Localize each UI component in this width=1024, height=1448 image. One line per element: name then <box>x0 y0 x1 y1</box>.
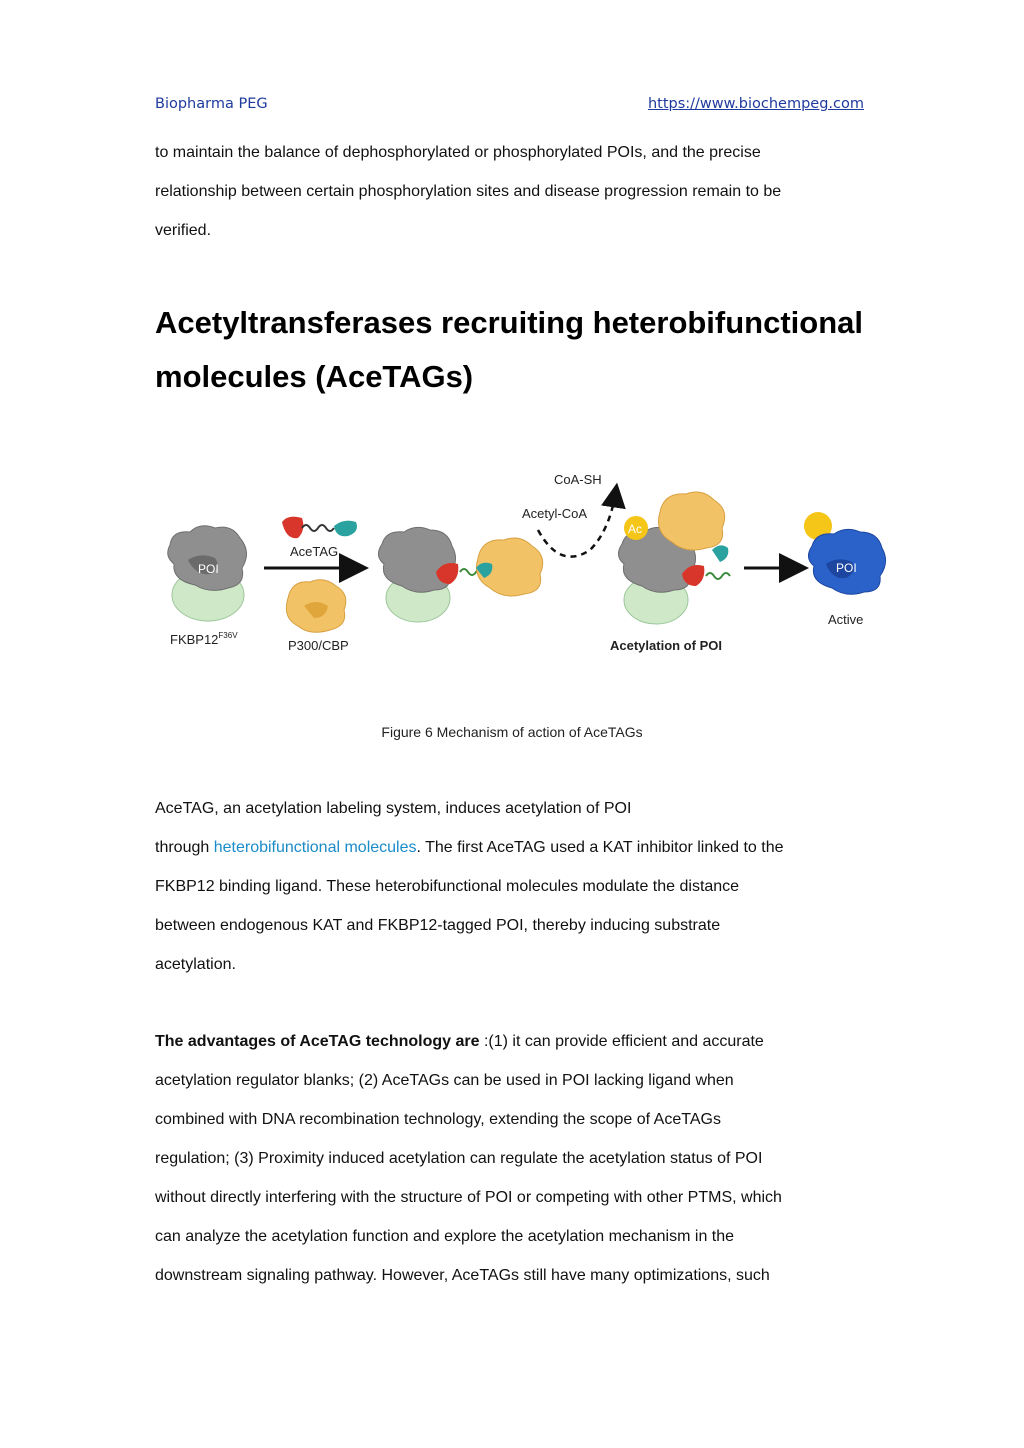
acetyl-coa-reaction <box>522 472 616 557</box>
reaction-arc <box>538 490 616 557</box>
paragraph-line: between endogenous KAT and FKBP12-tagged POI, thereby inducing substrate <box>155 917 721 934</box>
section-heading-line: molecules (AceTAGs) <box>155 359 474 394</box>
paragraph-line: downstream signaling pathway. However, AceTAGs still have many optimizations, such <box>155 1267 770 1284</box>
intro-line: relationship between certain phosphorylation sites and disease progression remain to be <box>155 183 782 200</box>
fkbp-label <box>170 631 238 647</box>
header-website-link[interactable]: https://www.biochempeg.com <box>647 96 864 112</box>
paragraph-line: can analyze the acetylation function and explore the acetylation mechanism in the <box>155 1228 735 1245</box>
intro-line: verified. <box>155 222 212 239</box>
figure-caption: Figure 6 Mechanism of action of AceTAGs <box>381 724 643 740</box>
advantages-paragraph <box>155 1022 875 1295</box>
fkbp-label-sup: F36V <box>218 631 238 640</box>
p300-protein <box>286 580 348 653</box>
section-heading <box>155 296 895 404</box>
line-suffix: . The first AceTAG used a KAT inhibitor linked to the <box>416 839 784 856</box>
paragraph-line: combined with DNA recombination technology, extending the scope of AceTAGs <box>155 1111 721 1128</box>
paragraph-line: without directly interfering with the structure of POI or competing with other PTMS, which <box>155 1189 782 1206</box>
active-poi-label: POI <box>836 561 857 575</box>
stage4-active-poi <box>804 512 886 627</box>
stage2-complex <box>378 527 542 622</box>
paragraph-line: acetylation regulator blanks; (2) AceTAGs can be used in POI lacking ligand when <box>155 1072 734 1089</box>
ac-label: Ac <box>628 522 643 536</box>
stage3-complex <box>610 492 730 653</box>
p300-label: P300/CBP <box>288 638 349 653</box>
paragraph-line: regulation; (3) Proximity induced acetylation can regulate the acetylation status of POI <box>155 1150 763 1167</box>
paragraph-line: FKBP12 binding ligand. These heterobifunctional molecules modulate the distance <box>155 878 740 895</box>
paragraph-line <box>155 828 875 867</box>
intro-paragraph <box>155 133 875 250</box>
acetag-mechanism-figure <box>160 460 900 660</box>
heterobifunctional-molecules-link[interactable]: heterobifunctional molecules <box>213 839 417 856</box>
acetag-molecule <box>282 517 357 559</box>
acetylation-label: Acetylation of POI <box>610 638 722 653</box>
acetag-red-head <box>282 517 303 539</box>
advantages-first-line: :(1) it can provide efficient and accurate <box>479 1033 764 1050</box>
paragraph-line <box>155 1022 875 1061</box>
header-brand: Biopharma PEG <box>155 96 268 112</box>
advantages-lead-in: The advantages of AceTAG technology are <box>155 1033 480 1050</box>
stage3-teal-tail <box>712 545 728 562</box>
coash-label: CoA-SH <box>554 472 602 487</box>
stage3-linker <box>706 573 730 579</box>
stage1-poi-label: POI <box>198 562 219 576</box>
acetylcoa-label: Acetyl-CoA <box>522 506 588 521</box>
mechanism-diagram <box>160 460 900 660</box>
stage1-complex <box>168 526 247 647</box>
acetag-description-paragraph <box>155 789 875 984</box>
active-label: Active <box>828 612 864 627</box>
acetag-label: AceTAG <box>290 544 339 559</box>
paragraph-line: acetylation. <box>155 956 236 973</box>
section-heading-line: Acetyltransferases recruiting heterobifunctional <box>155 305 864 340</box>
acetag-linker <box>302 525 334 531</box>
intro-line: to maintain the balance of dephosphorylated or phosphorylated POIs, and the precise <box>155 144 761 161</box>
fkbp-label-base: FKBP12 <box>170 632 219 647</box>
paragraph-line: AceTAG, an acetylation labeling system, induces acetylation of POI <box>155 800 632 817</box>
line-prefix: through <box>155 839 214 856</box>
acetag-teal-tail <box>334 521 357 537</box>
